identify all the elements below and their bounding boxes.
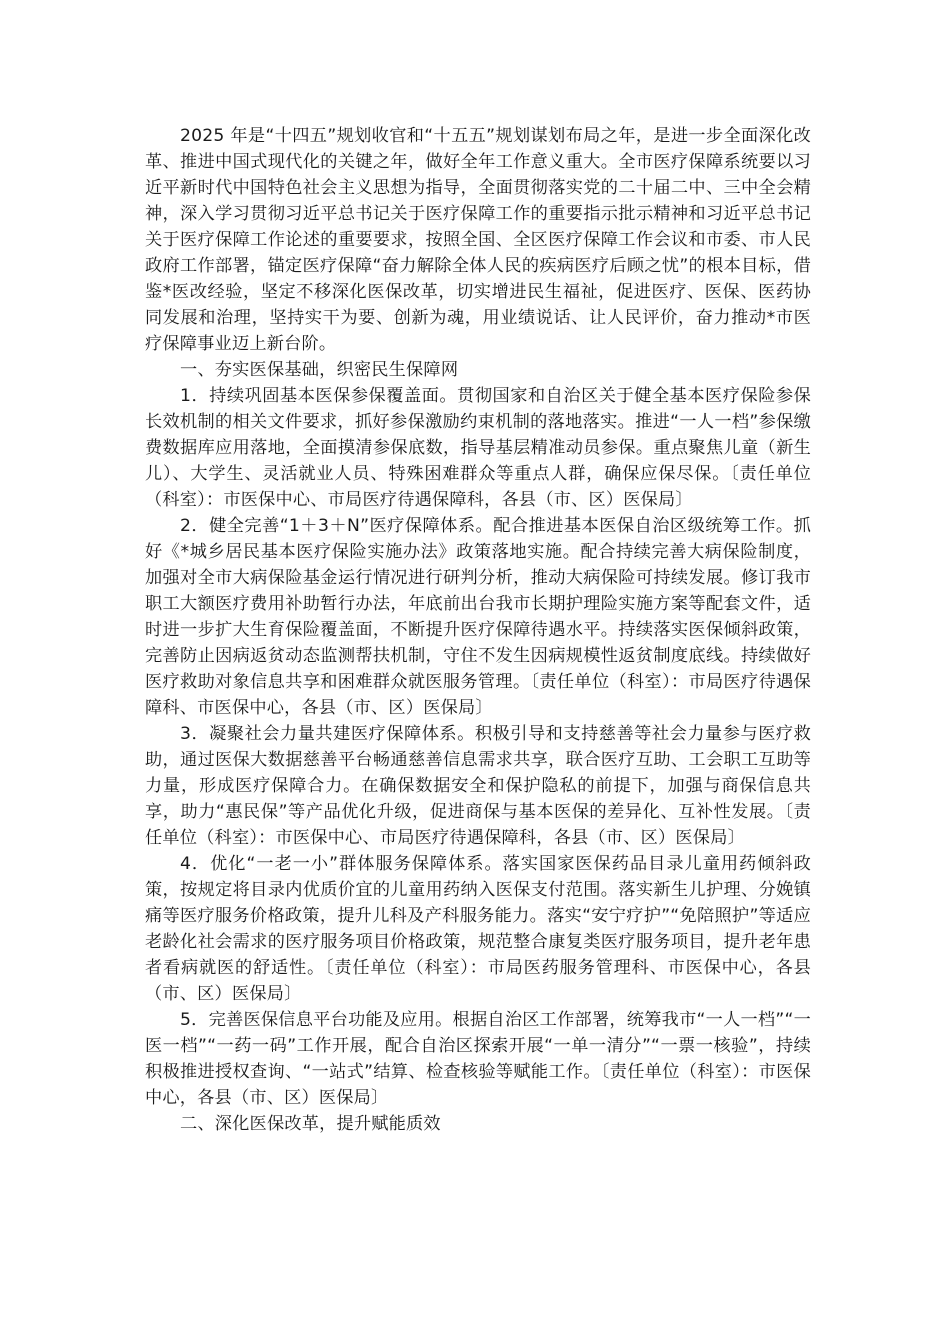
- intro-paragraph: 2025 年是“十四五”规划收官和“十五五”规划谋划布局之年，是进一步全面深化改革、推进中国式现代化的关键之年，做好全年工作意义重大。全市医疗保障系统要以习近平新时代中国特色社会主义思想为指导，全面贯彻落实党的二十届二中、三中全会精神，深入学习贯彻习近平总书记关于医疗保障工作的重要指示批示精神和习近平总书记关于医疗保障工作论述的重要要求，按照全国、全区医疗保障工作会议和市委、市人民政府工作部署，锚定医疗保障“奋力解除全体人民的疾病医疗后顾之忧”的根本目标，借鉴*医改经验，坚定不移深化医保改革，切实增进民生福祉，促进医疗、医保、医药协同发展和治理，坚持实干为要、创新为魂，用业绩说话、让人民评价，奋力推动*市医疗保障事业迈上新台阶。: [145, 126, 811, 354]
- item-2-paragraph: 2．健全完善“1＋3＋N”医疗保障体系。配合推进基本医保自治区级统筹工作。抓好《*城乡居民基本医疗保险实施办法》政策落地实施。配合持续完善大病保险制度，加强对全市大病保险基金运行情况进行研判分析，推动大病保险可持续发展。修订我市职工大额医疗费用补助暂行办法，年底前出台我市长期护理险实施方案等配套文件，适时进一步扩大生育保险覆盖面，不断提升医疗保障待遇水平。持续落实医保倾斜政策，完善防止因病返贫动态监测帮扶机制，守住不发生因病规模性返贫制度底线。持续做好医疗救助对象信息共享和困难群众就医服务管理。〔责任单位（科室）：市局医疗待遇保障科、市医保中心，各县（市、区）医保局〕: [145, 516, 811, 718]
- document-body: [145, 123, 811, 1137]
- item-4-paragraph: 4．优化“一老一小”群体服务保障体系。落实国家医保药品目录儿童用药倾斜政策，按规定将目录内优质价宜的儿童用药纳入医保支付范围。落实新生儿护理、分娩镇痛等医疗服务价格政策，提升儿科及产科服务能力。落实“安宁疗护”“免陪照护”等适应老龄化社会需求的医疗服务项目价格政策，规范整合康复类医疗服务项目，提升老年患者看病就医的舒适性。〔责任单位（科室）：市局医药服务管理科、市医保中心，各县（市、区）医保局〕: [145, 854, 811, 1004]
- item-3-paragraph: 3．凝聚社会力量共建医疗保障体系。积极引导和支持慈善等社会力量参与医疗救助，通过医保大数据慈善平台畅通慈善信息需求共享，联合医疗互助、工会职工互助等力量，形成医疗保障合力。在确保数据安全和保护隐私的前提下，加强与商保信息共享，助力“惠民保”等产品优化升级，促进商保与基本医保的差异化、互补性发展。〔责任单位（科室）：市医保中心、市局医疗待遇保障科，各县（市、区）医保局〕: [145, 724, 811, 848]
- item-5-paragraph: 5．完善医保信息平台功能及应用。根据自治区工作部署，统筹我市“一人一档”“一医一档”“一药一码”工作开展，配合自治区探索开展“一单一清分”“一票一核验”，持续积极推进授权查询、“一站式”结算、检查核验等赋能工作。〔责任单位（科室）：市医保中心，各县（市、区）医保局〕: [145, 1010, 811, 1108]
- section-2-heading: 二、深化医保改革，提升赋能质效: [180, 1114, 441, 1134]
- item-1-paragraph: 1．持续巩固基本医保参保覆盖面。贯彻国家和自治区关于健全基本医疗保险参保长效机制的相关文件要求，抓好参保激励约束机制的落地落实。推进“一人一档”参保缴费数据库应用落地，全面摸清参保底数，指导基层精准动员参保。重点聚焦儿童（新生儿）、大学生、灵活就业人员、特殊困难群众等重点人群，确保应保尽保。〔责任单位（科室）：市医保中心、市局医疗待遇保障科，各县（市、区）医保局〕: [145, 386, 811, 510]
- section-1-heading: 一、夯实医保基础，织密民生保障网: [180, 360, 459, 380]
